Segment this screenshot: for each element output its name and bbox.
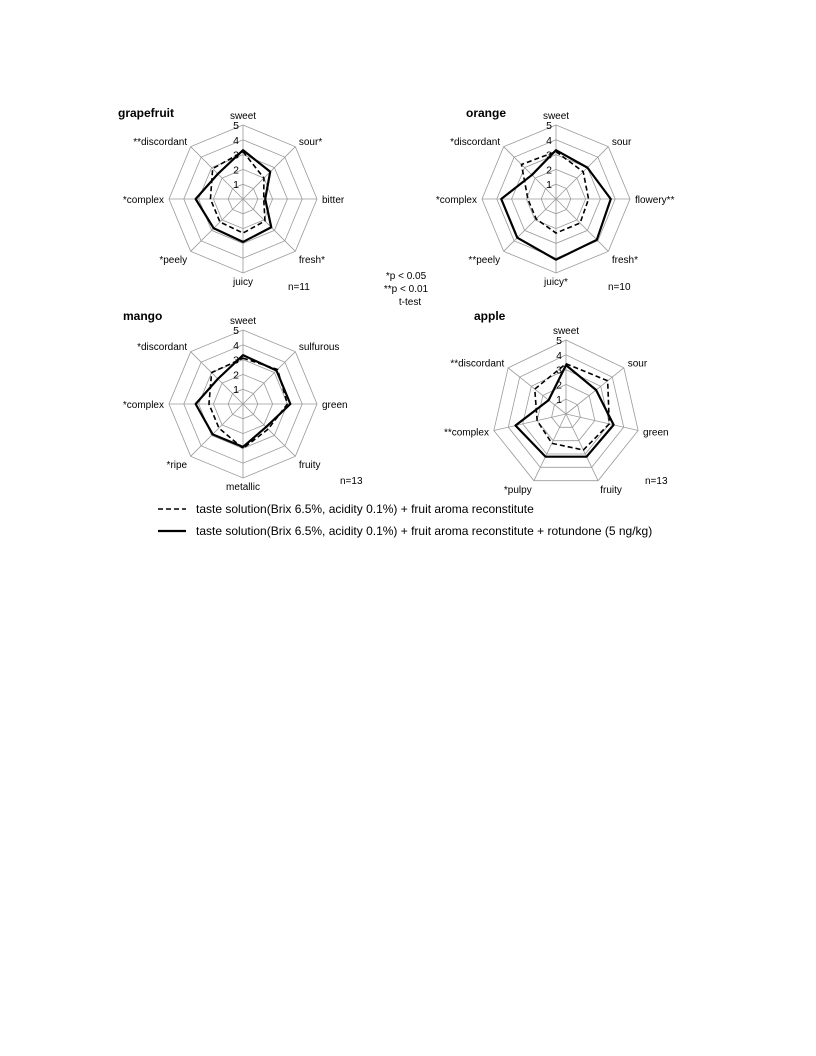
axis-label-sweet: sweet bbox=[552, 326, 580, 337]
legend-solid-label: taste solution(Brix 6.5%, acidity 0.1%) + fruit aroma reconstitute + rotundone (5 ng/kg) bbox=[196, 524, 653, 538]
axis-label-ripe: *ripe bbox=[166, 459, 188, 471]
axis-label-peely: *peely bbox=[159, 254, 188, 266]
tick-label: 2 bbox=[233, 164, 239, 177]
tick-label: 5 bbox=[556, 335, 562, 347]
tick-label: 5 bbox=[546, 120, 552, 132]
axis-label-fruity: fruity bbox=[600, 485, 622, 497]
axis-label-sour: sour bbox=[611, 137, 632, 149]
axis-label-bitter: bitter bbox=[322, 195, 345, 206]
radar-apple bbox=[444, 309, 669, 496]
radar-charts bbox=[118, 106, 675, 496]
axis-label-complex: **complex bbox=[443, 427, 489, 439]
tick-label: 1 bbox=[556, 394, 562, 407]
axis-label-flowery: flowery** bbox=[635, 195, 675, 206]
series-aroma-reconstitute bbox=[535, 364, 610, 450]
axis-label-fresh: fresh* bbox=[298, 254, 325, 266]
significance-note bbox=[384, 271, 429, 308]
sample-size-label: n=13 bbox=[340, 476, 363, 487]
radar-grapefruit bbox=[118, 106, 345, 293]
chart-title: mango bbox=[123, 309, 163, 323]
tick-label: 1 bbox=[546, 179, 552, 192]
series-with-rotundone bbox=[515, 365, 613, 457]
significance-line-3: t-test bbox=[398, 297, 422, 308]
tick-label: 4 bbox=[546, 134, 552, 147]
axis-label-discordant: **discordant bbox=[450, 358, 505, 370]
axis-label-pulpy: *pulpy bbox=[503, 485, 532, 497]
axis-label-juicy: juicy* bbox=[544, 277, 568, 288]
tick-label: 3 bbox=[556, 364, 562, 377]
significance-line-2: **p < 0.01 bbox=[383, 284, 429, 295]
axis-label-discordant: *discordant bbox=[450, 137, 501, 149]
axis-label-sour: sour* bbox=[298, 137, 323, 149]
tick-label: 2 bbox=[546, 164, 552, 177]
sample-size-label: n=10 bbox=[608, 282, 631, 293]
tick-label: 3 bbox=[233, 354, 239, 367]
axis-label-sweet: sweet bbox=[229, 111, 257, 122]
axis-label-sweet: sweet bbox=[542, 111, 570, 122]
axis-label-fruity: fruity bbox=[298, 459, 321, 471]
axis-label-sulfurous: sulfurous bbox=[298, 342, 340, 354]
axis-label-green: green bbox=[643, 427, 669, 439]
axis-label-sour: sour bbox=[627, 358, 648, 370]
axis-label-complex: *complex bbox=[122, 400, 164, 411]
tick-label: 1 bbox=[233, 384, 239, 397]
sample-size-label: n=13 bbox=[645, 476, 668, 487]
axis-label-complex: *complex bbox=[435, 195, 477, 206]
sample-size-label: n=11 bbox=[288, 282, 310, 293]
axis-label-discordant: **discordant bbox=[133, 137, 188, 149]
tick-label: 4 bbox=[556, 349, 562, 362]
tick-label: 2 bbox=[233, 369, 239, 382]
tick-label: 5 bbox=[233, 325, 239, 337]
axis-label-complex: *complex bbox=[122, 195, 164, 206]
tick-label: 2 bbox=[556, 379, 562, 392]
axis-label-peely: **peely bbox=[468, 254, 501, 266]
tick-label: 4 bbox=[233, 134, 239, 147]
axis-label-green: green bbox=[322, 400, 348, 411]
tick-label: 4 bbox=[233, 339, 239, 352]
tick-label: 3 bbox=[546, 149, 552, 162]
chart-title: orange bbox=[466, 106, 507, 120]
tick-label: 5 bbox=[233, 120, 239, 132]
tick-label: 3 bbox=[233, 149, 239, 162]
chart-title: grapefruit bbox=[118, 106, 175, 120]
axis-label-sweet: sweet bbox=[229, 316, 257, 327]
radar-mango bbox=[123, 309, 363, 493]
axis-label-metallic: metallic bbox=[226, 482, 260, 493]
significance-line-1: *p < 0.05 bbox=[385, 271, 427, 282]
legend-dashed-label: taste solution(Brix 6.5%, acidity 0.1%) + fruit aroma reconstitute bbox=[196, 502, 534, 516]
tick-label: 1 bbox=[233, 179, 239, 192]
legend bbox=[158, 502, 652, 538]
axis-label-juicy: juicy bbox=[232, 277, 254, 288]
axis-label-fresh: fresh* bbox=[611, 254, 638, 266]
chart-title: apple bbox=[474, 309, 506, 323]
axis-label-discordant: *discordant bbox=[137, 342, 188, 354]
radar-orange bbox=[436, 106, 675, 293]
